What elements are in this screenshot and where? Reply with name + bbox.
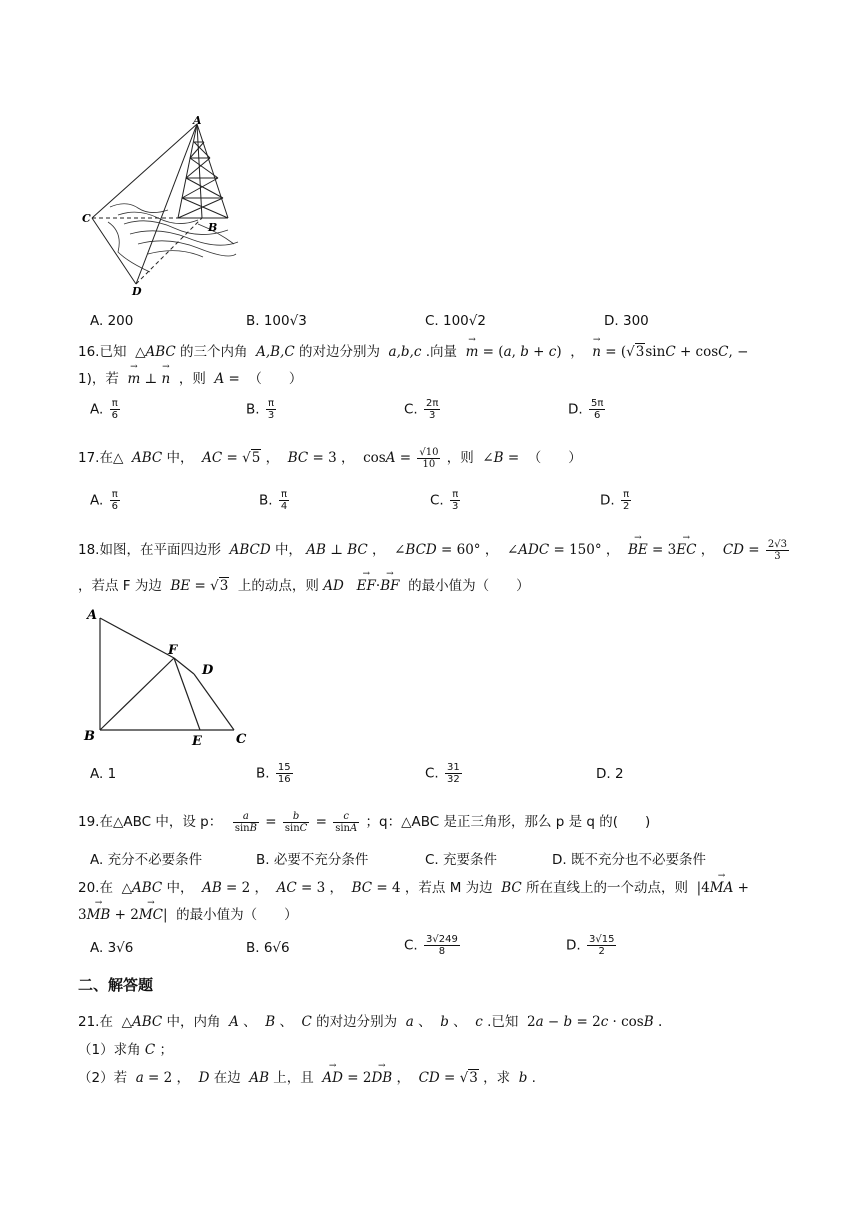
- q18-line-1: 18.如图，在平面四边形 ABCD 中， AB ⊥ BC ， ∠BCD = 60° ， ∠ADC = 150° ， → BE = 3→ EC ， CD = $\frac{2√3}{3}$: [78, 538, 791, 562]
- q20-option-b: B. 6√6: [246, 940, 290, 956]
- q16-option-a: A. $\frac{\pi}{6}$: [90, 398, 118, 421]
- q19-option-a: A. 充分不必要条件: [90, 852, 203, 868]
- q18-option-b: B. $\frac{15}{16}$: [256, 762, 291, 785]
- tower-label-C: C: [82, 212, 91, 225]
- fig18-label-E: E: [192, 734, 202, 749]
- q20-option-a: A. 3√6: [90, 940, 134, 956]
- q17-option-c: C. $\frac{\pi}{3}$: [430, 489, 459, 512]
- q15-option-b: B. 100√3: [246, 313, 307, 329]
- q18-option-c: C. $\frac{31}{32}$: [425, 762, 460, 785]
- q16-option-d: D. $\frac{5\pi}{6}$: [568, 398, 604, 421]
- section-heading: 二、解答题: [78, 976, 154, 994]
- q16-option-c: C. $\frac{2\pi}{3}$: [404, 398, 439, 421]
- q15-option-a: A. 200: [90, 313, 134, 329]
- quadrilateral-figure: [82, 602, 252, 750]
- q18-line-2: ，若点 F 为边 BE = √3 上的动点，则 AD → EF·→ BF 的最小值为（ ）: [78, 574, 530, 594]
- q21-part-1: （1）求角 C ；: [78, 1042, 174, 1058]
- q17-line-1: 17.在△ ABC 中， AC = √5 ， BC = 3 ， cosA = $\frac{√10}{10}$ ，则 ∠B = （ ）: [78, 447, 582, 470]
- q19-line-1: 19.在△ABC 中，设 p： $\frac{a}{\sin B}$ = $\frac{b}{\sin C}$ = $\frac{c}{\sin A}$ ；q：△ABC 是正三角形，那么 p 是 q 的( ): [78, 811, 651, 834]
- q20-line-1: 20.在 △ABC 中， AB = 2 ， AC = 3 ， BC = 4 ，若点 M 为边 BC 所在直线上的一个动点，则 |4→ MA +: [78, 876, 749, 896]
- q16-line-1: 16.已知 △ABC 的三个内角 A,B,C 的对边分别为 a,b,c .向量 → m = (a, b + c) ， → n = (√3sinC + cosC, −: [78, 340, 748, 360]
- q21-part-2: （2）若 a = 2 ， D 在边 AB 上，且 → AD = 2→ DB ， CD = √3 ，求 b .: [78, 1066, 536, 1086]
- tower-figure: [78, 112, 248, 302]
- tower-label-B: B: [208, 221, 218, 234]
- q19-option-d: D. 既不充分也不必要条件: [552, 852, 706, 868]
- q20-option-c: C. $\frac{3√249}{8}$: [404, 934, 458, 957]
- fig18-label-B: B: [84, 729, 95, 744]
- q18-option-d: D. 2: [596, 766, 624, 782]
- q15-option-c: C. 100√2: [425, 313, 486, 329]
- tower-label-A: A: [193, 114, 202, 127]
- q20-line-2: 3→ MB + 2→ MC| 的最小值为（ ）: [78, 903, 298, 923]
- q21-line-1: 21.在 △ABC 中，内角 A 、 B 、 C 的对边分别为 a 、 b 、 c .已知 2a − b = 2c · cosB .: [78, 1014, 663, 1030]
- q19-option-c: C. 充要条件: [425, 852, 498, 868]
- tower-label-D: D: [132, 285, 142, 298]
- fig18-label-D: D: [202, 663, 214, 678]
- q15-option-d: D. 300: [604, 313, 649, 329]
- q18-option-a: A. 1: [90, 766, 117, 782]
- q17-option-a: A. $\frac{\pi}{6}$: [90, 489, 118, 512]
- q17-option-d: D. $\frac{\pi}{2}$: [600, 489, 630, 512]
- q19-option-b: B. 必要不充分条件: [256, 852, 369, 868]
- fig18-label-F: F: [168, 643, 178, 658]
- fig18-label-C: C: [236, 732, 247, 747]
- q16-line-2: 1)，若 → m ⊥ → n ，则 A = （ ）: [78, 367, 302, 387]
- q20-option-d: D. $\frac{3√15}{2}$: [566, 934, 615, 957]
- q16-option-b: B. $\frac{\pi}{3}$: [246, 398, 275, 421]
- fig18-label-A: A: [87, 608, 98, 623]
- q17-option-b: B. $\frac{\pi}{4}$: [259, 489, 288, 512]
